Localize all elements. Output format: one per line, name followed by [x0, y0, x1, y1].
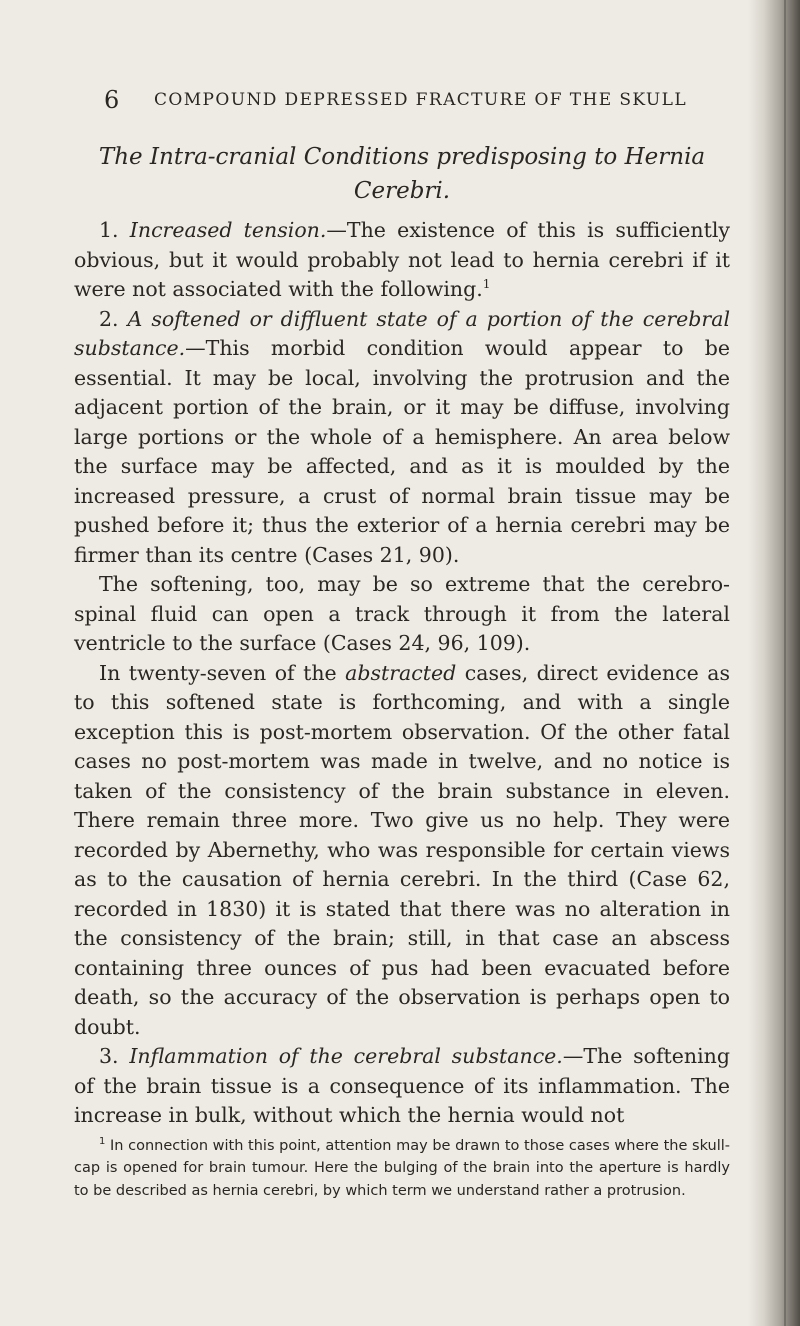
- italic-term: abstracted: [345, 660, 457, 685]
- paragraph-softening: The softening, too, may be so extreme that the cerebro-spinal fluid can open a track through it from the lateral ventricle to the surface (Cases 24, 96, 109).: [74, 572, 730, 655]
- item-number: 3.: [99, 1044, 119, 1068]
- footnote: [74, 1135, 730, 1203]
- section-heading: The Intra-cranial Conditions predisposing to Hernia Cerebri.: [98, 144, 706, 204]
- item-number: 1.: [99, 218, 119, 242]
- item-title: Inflammation of the cerebral substance.: [129, 1044, 563, 1068]
- paragraph-text: In twenty-seven of the: [99, 660, 346, 685]
- item-softened-state: [74, 305, 730, 571]
- item-text: —This morbid condition would appear to be essential. It may be local, involving the protrusion and the adjacent portion of the brain, or it may be diffuse, involving large portions or the whole of a hemisphere. An area below the surface may be affected, and as it is moulded by the increased pressure, a crust of normal brain tissue may be pushed before it; thus the exterior of a hernia cerebri may be firmer than its centre (Cases 21, 90).: [74, 336, 730, 567]
- page-gutter-shadow: [748, 0, 800, 1326]
- item-title: Increased tension.: [129, 218, 327, 242]
- footnote-marker: 1: [99, 1135, 106, 1147]
- item-text: —The softening of the brain tissue is a consequence of its inflammation. The increase in bulk, without which the hernia would not: [74, 1044, 730, 1127]
- page-edge-line: [784, 0, 786, 1326]
- item-title: A softened or diffluent state of a portion of the cerebral substance.: [74, 306, 730, 360]
- item-number: 2.: [99, 306, 119, 331]
- item-increased-tension: [74, 216, 730, 305]
- paragraph-text: cases, direct evidence as to this softened state is forthcoming, and with a single exception this is post-mortem observation. Of the other fatal cases no post-mortem was made in twelve, and no notice is taken of the consistency of the brain substance in eleven. There remain three more. Two give us no help. They were recorded by Abernethy, who was responsible for certain views as to the causation of hernia cerebri. In the third (Case 62, recorded in 1830) it is stated that there was no alteration in the consistency of the brain; still, in that case an abscess containing three ounces of pus had been evacuated before death, so the accuracy of the observation is perhaps open to doubt.: [74, 660, 730, 1039]
- paragraph-twenty-seven-cases: [74, 659, 730, 1043]
- page-content: [74, 140, 730, 1202]
- page-number: 6: [104, 86, 120, 114]
- item-text: —The existence of this is sufficiently obvious, but it would probably not lead to hernia cerebri if it were not associated with the following.: [74, 218, 730, 301]
- item-inflammation: [74, 1042, 730, 1131]
- running-head: COMPOUND DEPRESSED FRACTURE OF THE SKULL: [154, 90, 688, 110]
- footnote-reference: 1: [482, 277, 491, 292]
- footnote-text: In connection with this point, attention may be drawn to those cases where the skull-cap is opened for brain tumour. Here the bulging of the brain into the aperture is hardly to be described as hernia cerebri, by which term we understand rather a protrusion.: [74, 1137, 730, 1199]
